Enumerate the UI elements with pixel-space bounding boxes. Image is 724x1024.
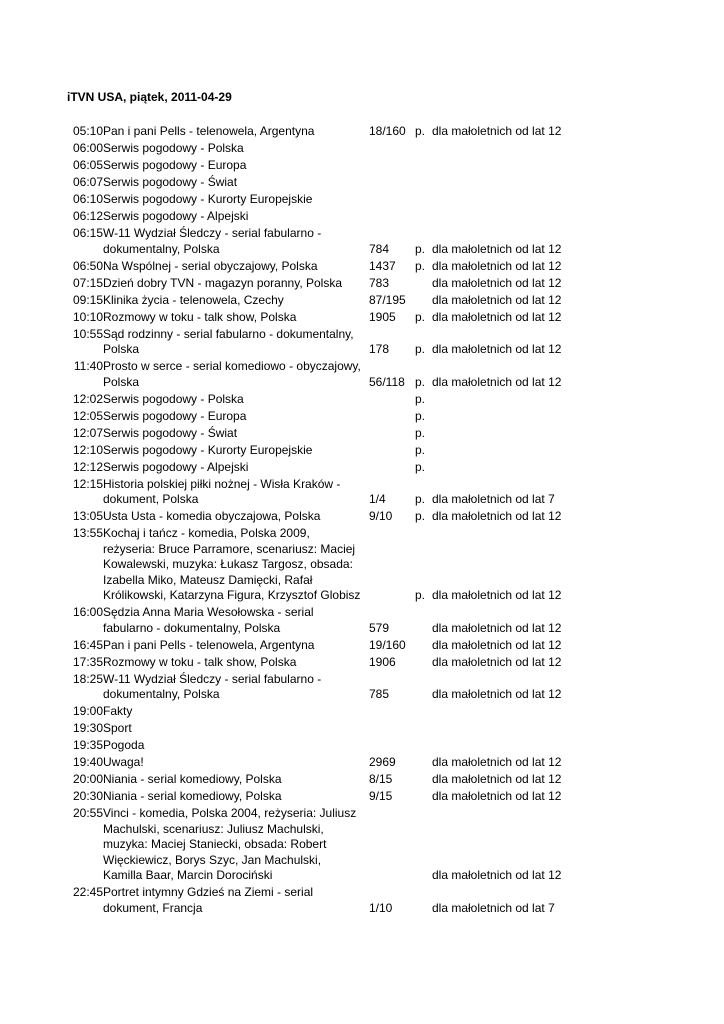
entry-age-rating: dla małoletnich od lat 7 bbox=[432, 492, 555, 506]
entry-premiere-mark: p. bbox=[415, 442, 426, 457]
entry-premiere-mark: p. bbox=[415, 241, 426, 256]
entry-premiere-mark: p. bbox=[415, 309, 426, 324]
schedule-entry bbox=[67, 721, 667, 737]
schedule-entry bbox=[67, 509, 667, 525]
schedule-entry bbox=[67, 738, 667, 754]
schedule-entry bbox=[67, 789, 667, 805]
schedule-entry bbox=[67, 806, 667, 884]
entry-age-rating: dla małoletnich od lat 12 bbox=[432, 292, 562, 307]
entry-title: Pan i pani Pells - telenowela, Argentyna bbox=[103, 124, 315, 138]
entry-episode: 56/118 bbox=[369, 374, 405, 389]
entry-age-rating: dla małoletnich od lat 12 bbox=[432, 374, 562, 389]
entry-episode: 9/15 bbox=[369, 789, 393, 803]
schedule-entry bbox=[67, 477, 667, 508]
schedule-entry bbox=[67, 755, 667, 771]
entry-time: 12:05 bbox=[72, 408, 103, 423]
entry-time: 22:45 bbox=[72, 885, 103, 899]
schedule-entry bbox=[67, 704, 667, 720]
schedule-entry bbox=[67, 672, 667, 703]
entry-time: 06:00 bbox=[72, 141, 103, 155]
entry-title: Kochaj i tańcz - komedia, Polska 2009, reżyseria: Bruce Parramore, scenariusz: Maciej Kowalewski, muzyka: Łukasz Targosz, obsada: Izabella Miko, Mateusz Damięcki, Rafał Królikowski, Katarzyna Figura, Krzysztof Globisz bbox=[103, 526, 361, 602]
entry-title: Niania - serial komediowy, Polska bbox=[103, 772, 282, 786]
entry-title: Prosto w serce - serial komediowo - obyczajowy, Polska bbox=[103, 359, 361, 389]
entry-age-rating: dla małoletnich od lat 12 bbox=[432, 275, 562, 290]
entry-episode: 1/10 bbox=[369, 900, 393, 915]
entry-time: 07:15 bbox=[72, 275, 103, 290]
entry-premiere-mark: p. bbox=[415, 391, 426, 406]
entry-premiere-mark: p. bbox=[415, 408, 426, 423]
entry-episode: 19/160 bbox=[369, 637, 406, 652]
entry-time: 20:30 bbox=[72, 789, 103, 803]
schedule-entry bbox=[67, 175, 667, 191]
schedule-entry bbox=[67, 359, 667, 390]
schedule-entry bbox=[67, 460, 667, 476]
entry-episode: 2969 bbox=[369, 755, 396, 769]
entry-time: 12:07 bbox=[72, 425, 103, 440]
entry-premiere-mark: p. bbox=[415, 342, 426, 356]
schedule-entry bbox=[67, 158, 667, 174]
schedule-entry bbox=[67, 526, 667, 604]
entry-title: Serwis pogodowy - Europa bbox=[103, 408, 247, 423]
entry-episode: 9/10 bbox=[369, 509, 393, 523]
entry-episode: 784 bbox=[369, 241, 390, 256]
entry-title: Portret intymny Gdzieś na Ziemi - serial dokument, Francja bbox=[103, 885, 314, 915]
entry-time: 13:55 bbox=[72, 526, 103, 540]
schedule-entry bbox=[67, 426, 667, 442]
entry-time: 16:45 bbox=[72, 637, 103, 652]
entry-episode: 18/160 bbox=[369, 124, 406, 138]
entry-premiere-mark: p. bbox=[415, 492, 426, 506]
entry-time: 06:05 bbox=[72, 158, 103, 172]
entry-premiere-mark: p. bbox=[415, 258, 426, 273]
entry-title: Pogoda bbox=[103, 738, 145, 752]
entry-episode: 1905 bbox=[369, 309, 396, 324]
entry-title: Serwis pogodowy - Alpejski bbox=[103, 459, 249, 474]
entry-title: W-11 Wydział Śledczy - serial fabularno - dokumentalny, Polska bbox=[103, 671, 322, 701]
entry-title: Serwis pogodowy - Alpejski bbox=[103, 209, 249, 223]
entry-time: 09:15 bbox=[72, 292, 103, 307]
entry-title: Dzień dobry TVN - magazyn poranny, Polska bbox=[103, 275, 342, 290]
schedule-entry bbox=[67, 772, 667, 788]
entry-age-rating: dla małoletnich od lat 12 bbox=[432, 868, 562, 882]
entry-time: 05:10 bbox=[72, 124, 103, 138]
entry-age-rating: dla małoletnich od lat 12 bbox=[432, 755, 562, 769]
schedule-entry bbox=[67, 192, 667, 208]
entry-title: Vinci - komedia, Polska 2004, reżyseria: Juliusz Machulski, scenariusz: Juliusz Machulski, muzyka: Maciej Staniecki, obsada: Robert Więckiewicz, Borys Szyc, Jan Machulski, Kamilla Baar, Marcin Dorociński bbox=[103, 806, 357, 882]
schedule-entry bbox=[67, 276, 667, 292]
entry-age-rating: dla małoletnich od lat 12 bbox=[432, 124, 562, 138]
entry-title: Fakty bbox=[103, 704, 133, 718]
entry-title: Usta Usta - komedia obyczajowa, Polska bbox=[103, 509, 321, 523]
entry-age-rating: dla małoletnich od lat 12 bbox=[432, 588, 562, 602]
entry-age-rating: dla małoletnich od lat 12 bbox=[432, 654, 562, 669]
page-title: iTVN USA, piątek, 2011-04-29 bbox=[67, 90, 232, 104]
entry-time: 06:50 bbox=[72, 258, 103, 273]
entry-age-rating: dla małoletnich od lat 12 bbox=[432, 620, 562, 635]
schedule-entry bbox=[67, 443, 667, 459]
entry-time: 19:00 bbox=[72, 704, 103, 718]
schedule-entry bbox=[67, 141, 667, 157]
entry-age-rating: dla małoletnich od lat 12 bbox=[432, 772, 562, 786]
schedule-entry bbox=[67, 259, 667, 275]
entry-title: Sąd rodzinny - serial fabularno - dokumentalny, Polska bbox=[103, 326, 354, 356]
entry-premiere-mark: p. bbox=[415, 124, 426, 138]
entry-age-rating: dla małoletnich od lat 12 bbox=[432, 241, 562, 256]
entry-time: 12:12 bbox=[72, 459, 103, 474]
entry-age-rating: dla małoletnich od lat 12 bbox=[432, 309, 562, 324]
entry-title: Serwis pogodowy - Kurorty Europejskie bbox=[103, 442, 313, 457]
entry-time: 19:30 bbox=[72, 721, 103, 735]
entry-time: 11:40 bbox=[73, 359, 103, 373]
schedule-entry bbox=[67, 226, 667, 257]
entry-time: 20:55 bbox=[72, 806, 103, 820]
entry-title: Rozmowy w toku - talk show, Polska bbox=[103, 309, 297, 324]
entry-title: Serwis pogodowy - Polska bbox=[103, 391, 244, 406]
entry-episode: 1/4 bbox=[369, 492, 386, 506]
entry-episode: 579 bbox=[369, 620, 390, 635]
entry-time: 10:10 bbox=[72, 309, 103, 324]
entry-episode: 1906 bbox=[369, 654, 396, 669]
entry-time: 13:05 bbox=[72, 509, 103, 523]
entry-age-rating: dla małoletnich od lat 12 bbox=[432, 509, 562, 523]
schedule-entry bbox=[67, 209, 667, 225]
entry-title: Sport bbox=[103, 721, 132, 735]
entry-premiere-mark: p. bbox=[415, 374, 426, 389]
entry-title: Serwis pogodowy - Europa bbox=[103, 158, 247, 172]
entry-time: 06:12 bbox=[72, 209, 103, 223]
entry-age-rating: dla małoletnich od lat 12 bbox=[432, 258, 562, 273]
entry-title: Serwis pogodowy - Świat bbox=[103, 425, 238, 440]
schedule-entry bbox=[67, 327, 667, 358]
entry-title: Pan i pani Pells - telenowela, Argentyna bbox=[103, 637, 315, 652]
entry-title: Serwis pogodowy - Świat bbox=[103, 175, 238, 189]
entry-time: 12:15 bbox=[72, 476, 103, 491]
entry-time: 06:07 bbox=[72, 175, 103, 189]
entry-title: W-11 Wydział Śledczy - serial fabularno - dokumentalny, Polska bbox=[103, 226, 322, 256]
schedule-entry bbox=[67, 124, 667, 140]
schedule-entry bbox=[67, 885, 667, 916]
entry-title: Uwaga! bbox=[103, 755, 144, 769]
entry-time: 17:35 bbox=[72, 654, 103, 669]
entry-episode: 178 bbox=[369, 342, 390, 356]
entry-age-rating: dla małoletnich od lat 12 bbox=[432, 637, 562, 652]
schedule-entry bbox=[67, 293, 667, 309]
entry-time: 20:00 bbox=[72, 772, 103, 786]
schedule-entry bbox=[67, 638, 667, 654]
entry-premiere-mark: p. bbox=[415, 588, 426, 602]
entry-episode: 783 bbox=[369, 275, 390, 290]
entry-time: 19:40 bbox=[72, 755, 103, 769]
entry-title: Serwis pogodowy - Kurorty Europejskie bbox=[103, 192, 313, 206]
entry-time: 06:10 bbox=[72, 192, 103, 206]
entry-title: Klinika życia - telenowela, Czechy bbox=[103, 292, 284, 307]
entry-title: Niania - serial komediowy, Polska bbox=[103, 789, 282, 803]
entry-time: 06:15 bbox=[72, 226, 103, 240]
entry-title: Serwis pogodowy - Polska bbox=[103, 141, 244, 155]
schedule-entry bbox=[67, 655, 667, 671]
entry-age-rating: dla małoletnich od lat 12 bbox=[432, 789, 562, 803]
schedule-list bbox=[67, 124, 667, 918]
entry-title: Na Wspólnej - serial obyczajowy, Polska bbox=[103, 258, 318, 273]
entry-time: 16:00 bbox=[72, 605, 103, 619]
schedule-entry bbox=[67, 392, 667, 408]
entry-age-rating: dla małoletnich od lat 12 bbox=[432, 342, 562, 356]
entry-premiere-mark: p. bbox=[415, 509, 426, 523]
schedule-entry bbox=[67, 605, 667, 636]
schedule-entry bbox=[67, 310, 667, 326]
entry-premiere-mark: p. bbox=[415, 425, 426, 440]
entry-episode: 785 bbox=[369, 687, 390, 701]
entry-time: 19:35 bbox=[72, 738, 103, 752]
entry-time: 18:25 bbox=[72, 671, 103, 686]
entry-age-rating: dla małoletnich od lat 7 bbox=[432, 900, 555, 915]
entry-time: 10:55 bbox=[72, 326, 103, 341]
entry-title: Historia polskiej piłki nożnej - Wisła Kraków - dokument, Polska bbox=[103, 476, 341, 506]
entry-age-rating: dla małoletnich od lat 12 bbox=[432, 687, 562, 701]
entry-time: 12:02 bbox=[72, 391, 103, 406]
entry-episode: 8/15 bbox=[369, 772, 393, 786]
entry-title: Rozmowy w toku - talk show, Polska bbox=[103, 654, 297, 669]
entry-title: Sędzia Anna Maria Wesołowska - serial fabularno - dokumentalny, Polska bbox=[103, 605, 314, 635]
entry-episode: 87/195 bbox=[369, 292, 406, 307]
entry-episode: 1437 bbox=[369, 258, 396, 273]
schedule-entry bbox=[67, 409, 667, 425]
entry-time: 12:10 bbox=[72, 442, 103, 457]
entry-premiere-mark: p. bbox=[415, 459, 426, 474]
